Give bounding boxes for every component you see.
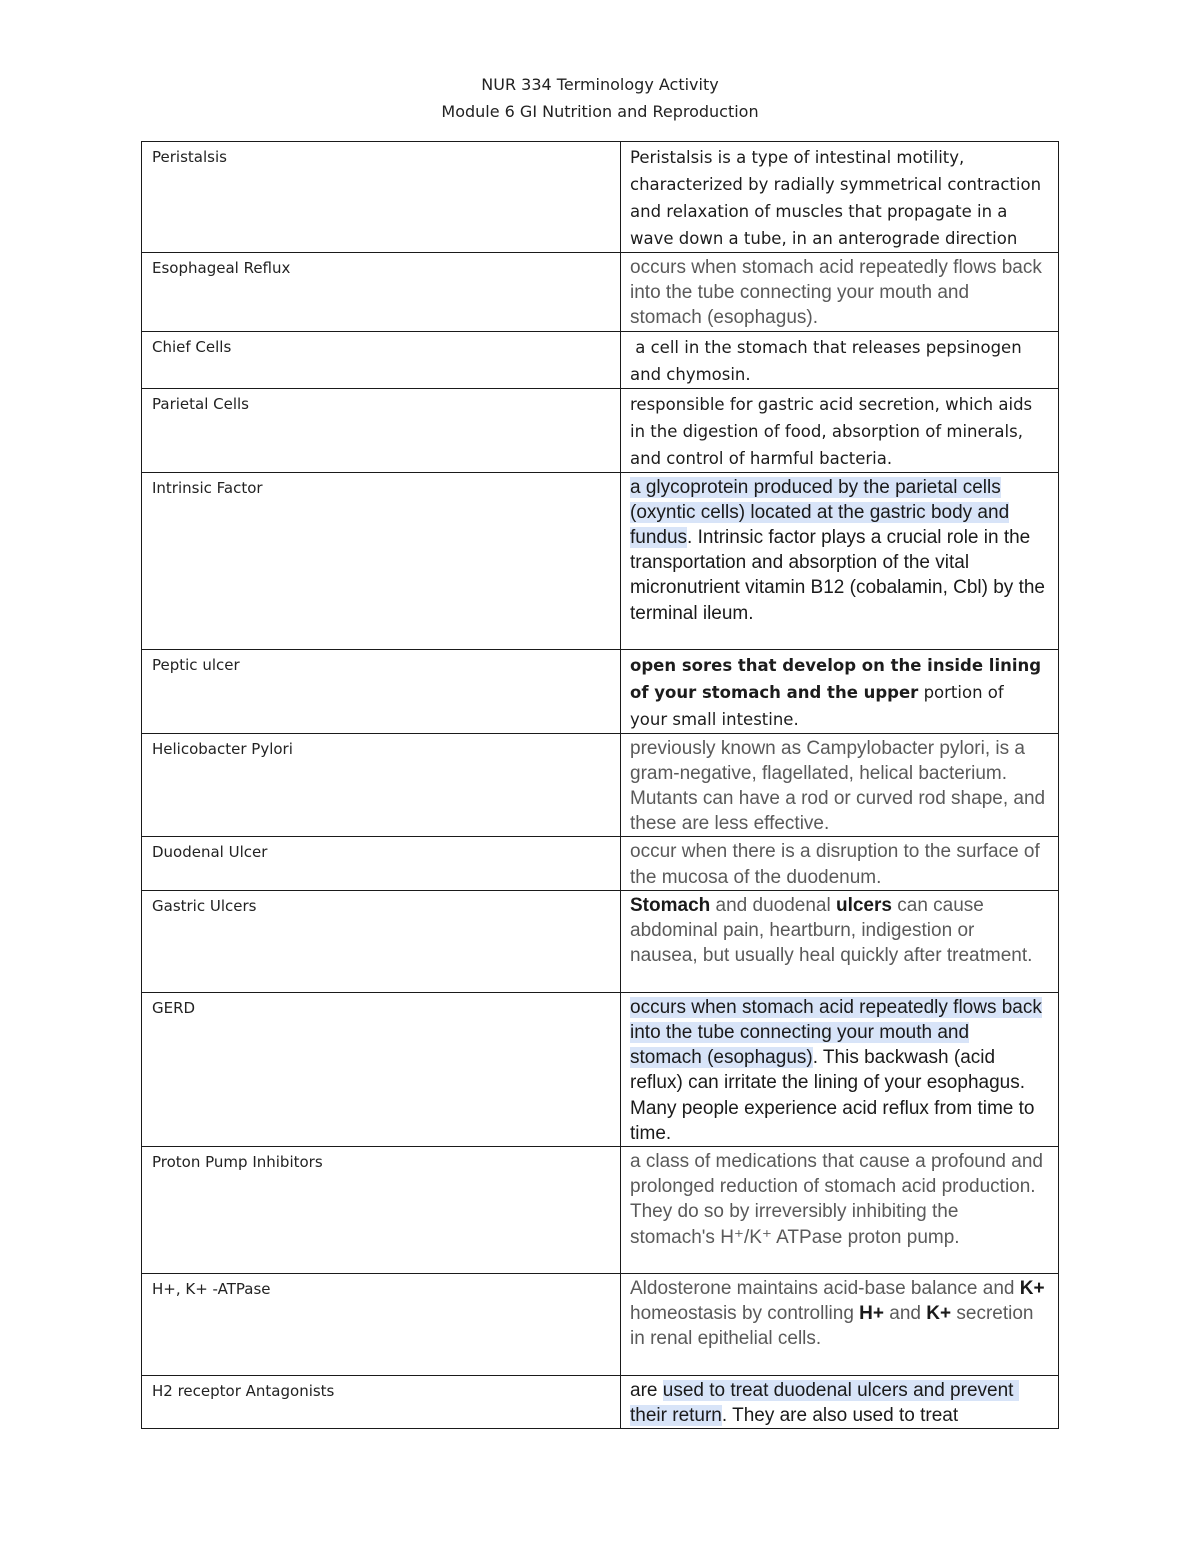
table-row — [142, 142, 1059, 253]
definition-text: secretion in renal epithelial cells. — [630, 1303, 1039, 1350]
table-row — [142, 733, 1059, 837]
table-row — [142, 649, 1059, 733]
table-row — [142, 388, 1059, 472]
term-cell: Parietal Cells — [142, 388, 621, 472]
highlighted-text: a glycoprotein produced by the parietal cells (oxyntic cells) located at the gastric body and fundus — [630, 476, 1010, 549]
term-cell: Chief Cells — [142, 331, 621, 388]
bold-text: Stomach — [630, 894, 711, 916]
term-cell: H2 receptor Antagonists — [142, 1376, 621, 1429]
term-cell: Intrinsic Factor — [142, 472, 621, 649]
table-row — [142, 472, 1059, 649]
definition-cell — [621, 837, 1059, 890]
highlighted-text: occurs when stomach acid repeatedly flows back into the tube connecting your mouth and stomach (esophagus) — [630, 996, 1042, 1069]
definition-cell — [621, 649, 1059, 733]
definition-text: responsible for gastric acid secretion, which aids in the digestion of food, absorption of minerals, and control of harmful bacteria. — [630, 394, 1033, 468]
definition-text: previously known as Campylobacter pylori, is a gram-negative, flagellated, helical bacterium. Mutants can have a rod or curved rod shape, and these are less effective. — [630, 737, 1046, 835]
definition-cell — [621, 472, 1059, 649]
term-cell: Helicobacter Pylori — [142, 733, 621, 837]
definition-text: occurs when stomach acid repeatedly flows back into the tube connecting your mouth and stomach (esophagus). — [630, 257, 1042, 329]
definition-text: a cell in the stomach that releases pepsinogen and chymosin. — [630, 337, 1027, 384]
page-subtitle: Module 6 GI Nutrition and Reproduction — [441, 102, 759, 121]
definition-cell — [621, 733, 1059, 837]
term-cell: Peptic ulcer — [142, 649, 621, 733]
table-row — [142, 331, 1059, 388]
definition-text: homeostasis by controlling — [630, 1278, 1050, 1325]
table-row — [142, 992, 1059, 1146]
term-cell: Peristalsis — [142, 142, 621, 253]
definition-text: . Intrinsic factor plays a crucial role in the transportation and absorption of the vital micronutrient vitamin B12 (cobalamin, Cbl) by the terminal ileum. — [630, 527, 1046, 624]
definition-text: occur when there is a disruption to the surface of the mucosa of the duodenum. — [630, 841, 1040, 888]
definition-cell — [621, 331, 1059, 388]
definition-text: and duodenal — [710, 894, 836, 916]
definition-text: portion of your small intestine. — [630, 682, 1004, 729]
table-row — [142, 253, 1059, 332]
highlighted-text: used to treat duodenal ulcers and prevent their return — [630, 1380, 1019, 1427]
definition-text: Aldosterone maintains acid-base balance and — [630, 1278, 1020, 1300]
table-row — [142, 890, 1059, 992]
page-title: NUR 334 Terminology Activity — [481, 75, 719, 94]
definition-text: Peristalsis is a type of intestinal motility, characterized by radially symmetrical contraction and relaxation of muscles that propagate in a wave down a tube, in an anterograde direction — [630, 148, 1042, 248]
definition-text: . This backwash (acid reflux) can irritate the lining of your esophagus. Many people experience acid reflux from time to time. — [630, 1047, 1035, 1144]
definition-text: and — [884, 1303, 927, 1325]
definition-text: a class of medications that cause a profound and prolonged reduction of stomach acid production. They do so by irreversibly inhibiting the stomach's H⁺/K⁺ ATPase proton pump. — [630, 1151, 1043, 1248]
term-cell: Duodenal Ulcer — [142, 837, 621, 890]
definition-cell — [621, 992, 1059, 1146]
definition-text: can cause abdominal pain, heartburn, indigestion or nausea, but usually heal quickly after treatment. — [630, 894, 1033, 967]
definition-text: . They are also used to treat — [721, 1405, 959, 1427]
definition-cell — [621, 1376, 1059, 1429]
bold-text: K+ — [1019, 1278, 1045, 1300]
term-cell: GERD — [142, 992, 621, 1146]
term-cell: H+, K+ -ATPase — [142, 1274, 621, 1376]
terminology-table — [141, 141, 1059, 1429]
bold-text: H+ — [859, 1303, 884, 1325]
definition-text: are — [630, 1380, 663, 1402]
bold-text: ulcers — [835, 894, 892, 916]
term-cell: Esophageal Reflux — [142, 253, 621, 332]
definition-cell — [621, 388, 1059, 472]
definition-cell — [621, 1274, 1059, 1376]
definition-cell — [621, 890, 1059, 992]
definition-cell — [621, 142, 1059, 253]
table-row — [142, 1147, 1059, 1274]
bold-text: K+ — [926, 1303, 952, 1325]
term-cell: Proton Pump Inhibitors — [142, 1147, 621, 1274]
bold-text: open sores that develop on the inside lining of your stomach and the upper — [630, 655, 1042, 702]
table-row — [142, 1274, 1059, 1376]
definition-cell — [621, 253, 1059, 332]
table-row — [142, 1376, 1059, 1429]
definition-cell — [621, 1147, 1059, 1274]
term-cell: Gastric Ulcers — [142, 890, 621, 992]
table-row — [142, 837, 1059, 890]
